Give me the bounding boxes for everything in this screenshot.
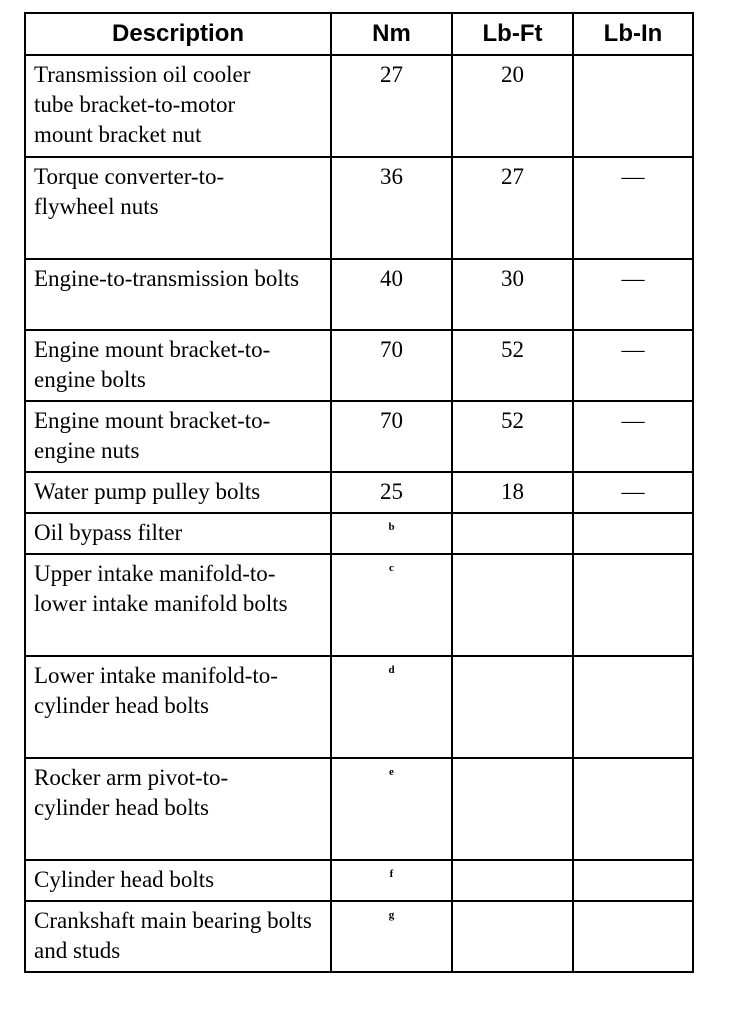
nm-cell: 70: [331, 401, 452, 472]
header-nm: Nm: [331, 13, 452, 55]
description-text: Engine-to-transmission bolts: [34, 266, 300, 291]
table-row: [25, 758, 693, 860]
nm-cell: 36: [331, 157, 452, 259]
lbft-cell: 18: [452, 472, 573, 513]
lbin-cell: —: [573, 472, 693, 513]
table-row: [25, 901, 693, 972]
description-text: Rocker arm pivot-to-cylinder head bolts: [34, 765, 229, 820]
table-row: [25, 860, 693, 901]
nm-cell: 27: [331, 55, 452, 157]
table-row: [25, 157, 693, 259]
nm-footnote-cell: b: [331, 513, 452, 554]
header-lbft: Lb-Ft: [452, 13, 573, 55]
lbin-cell: [573, 513, 693, 554]
lbin-cell: [573, 656, 693, 758]
lbin-cell: —: [573, 401, 693, 472]
lbft-cell: 52: [452, 401, 573, 472]
header-lbin: Lb-In: [573, 13, 693, 55]
nm-footnote-cell: d: [331, 656, 452, 758]
description-cell: [25, 472, 331, 513]
table-row: [25, 554, 693, 656]
table-row: [25, 513, 693, 554]
description-text: Cylinder head bolts: [34, 867, 215, 892]
lbft-cell: [452, 554, 573, 656]
table-row: [25, 656, 693, 758]
nm-footnote-cell: c: [331, 554, 452, 656]
lbft-cell: [452, 860, 573, 901]
description-text: Torque converter-to-flywheel nuts: [34, 164, 225, 219]
description-cell: [25, 860, 331, 901]
lbin-cell: [573, 901, 693, 972]
description-cell: [25, 401, 331, 472]
description-text: Lower intake manifold-to-cylinder head bolts: [34, 663, 278, 718]
description-text: Water pump pulley bolts: [34, 479, 261, 504]
lbft-cell: 52: [452, 330, 573, 401]
description-text: Engine mount bracket-to-engine nuts: [34, 408, 271, 463]
lbft-cell: 20: [452, 55, 573, 157]
nm-footnote-cell: g: [331, 901, 452, 972]
table-row: [25, 401, 693, 472]
header-row: [25, 13, 693, 55]
description-text: Transmission oil cooler tube bracket-to-motor mount bracket nut: [34, 62, 251, 147]
lbft-cell: 30: [452, 259, 573, 330]
lbin-cell: —: [573, 157, 693, 259]
description-text: Oil bypass filter: [34, 520, 183, 545]
nm-cell: 25: [331, 472, 452, 513]
lbin-cell: —: [573, 259, 693, 330]
description-text: Crankshaft main bearing bolts and studs: [34, 908, 312, 963]
nm-cell: 40: [331, 259, 452, 330]
description-cell: [25, 901, 331, 972]
description-text: Upper intake manifold-to-lower intake manifold bolts: [34, 561, 288, 616]
lbin-cell: —: [573, 330, 693, 401]
lbin-cell: [573, 554, 693, 656]
description-cell: [25, 157, 331, 259]
table-row: [25, 330, 693, 401]
lbft-cell: [452, 901, 573, 972]
table-row: [25, 472, 693, 513]
table-row: [25, 259, 693, 330]
lbft-cell: 27: [452, 157, 573, 259]
description-cell: [25, 513, 331, 554]
lbin-cell: [573, 758, 693, 860]
lbin-cell: [573, 55, 693, 157]
description-cell: [25, 259, 331, 330]
description-cell: [25, 758, 331, 860]
description-cell: [25, 330, 331, 401]
nm-cell: 70: [331, 330, 452, 401]
nm-footnote-cell: f: [331, 860, 452, 901]
lbft-cell: [452, 656, 573, 758]
lbft-cell: [452, 513, 573, 554]
description-cell: [25, 656, 331, 758]
table-row: [25, 55, 693, 157]
torque-spec-table: [24, 12, 694, 973]
lbin-cell: [573, 860, 693, 901]
description-cell: [25, 55, 331, 157]
lbft-cell: [452, 758, 573, 860]
description-text: Engine mount bracket-to-engine bolts: [34, 337, 271, 392]
description-cell: [25, 554, 331, 656]
header-description: Description: [25, 13, 331, 55]
nm-footnote-cell: e: [331, 758, 452, 860]
